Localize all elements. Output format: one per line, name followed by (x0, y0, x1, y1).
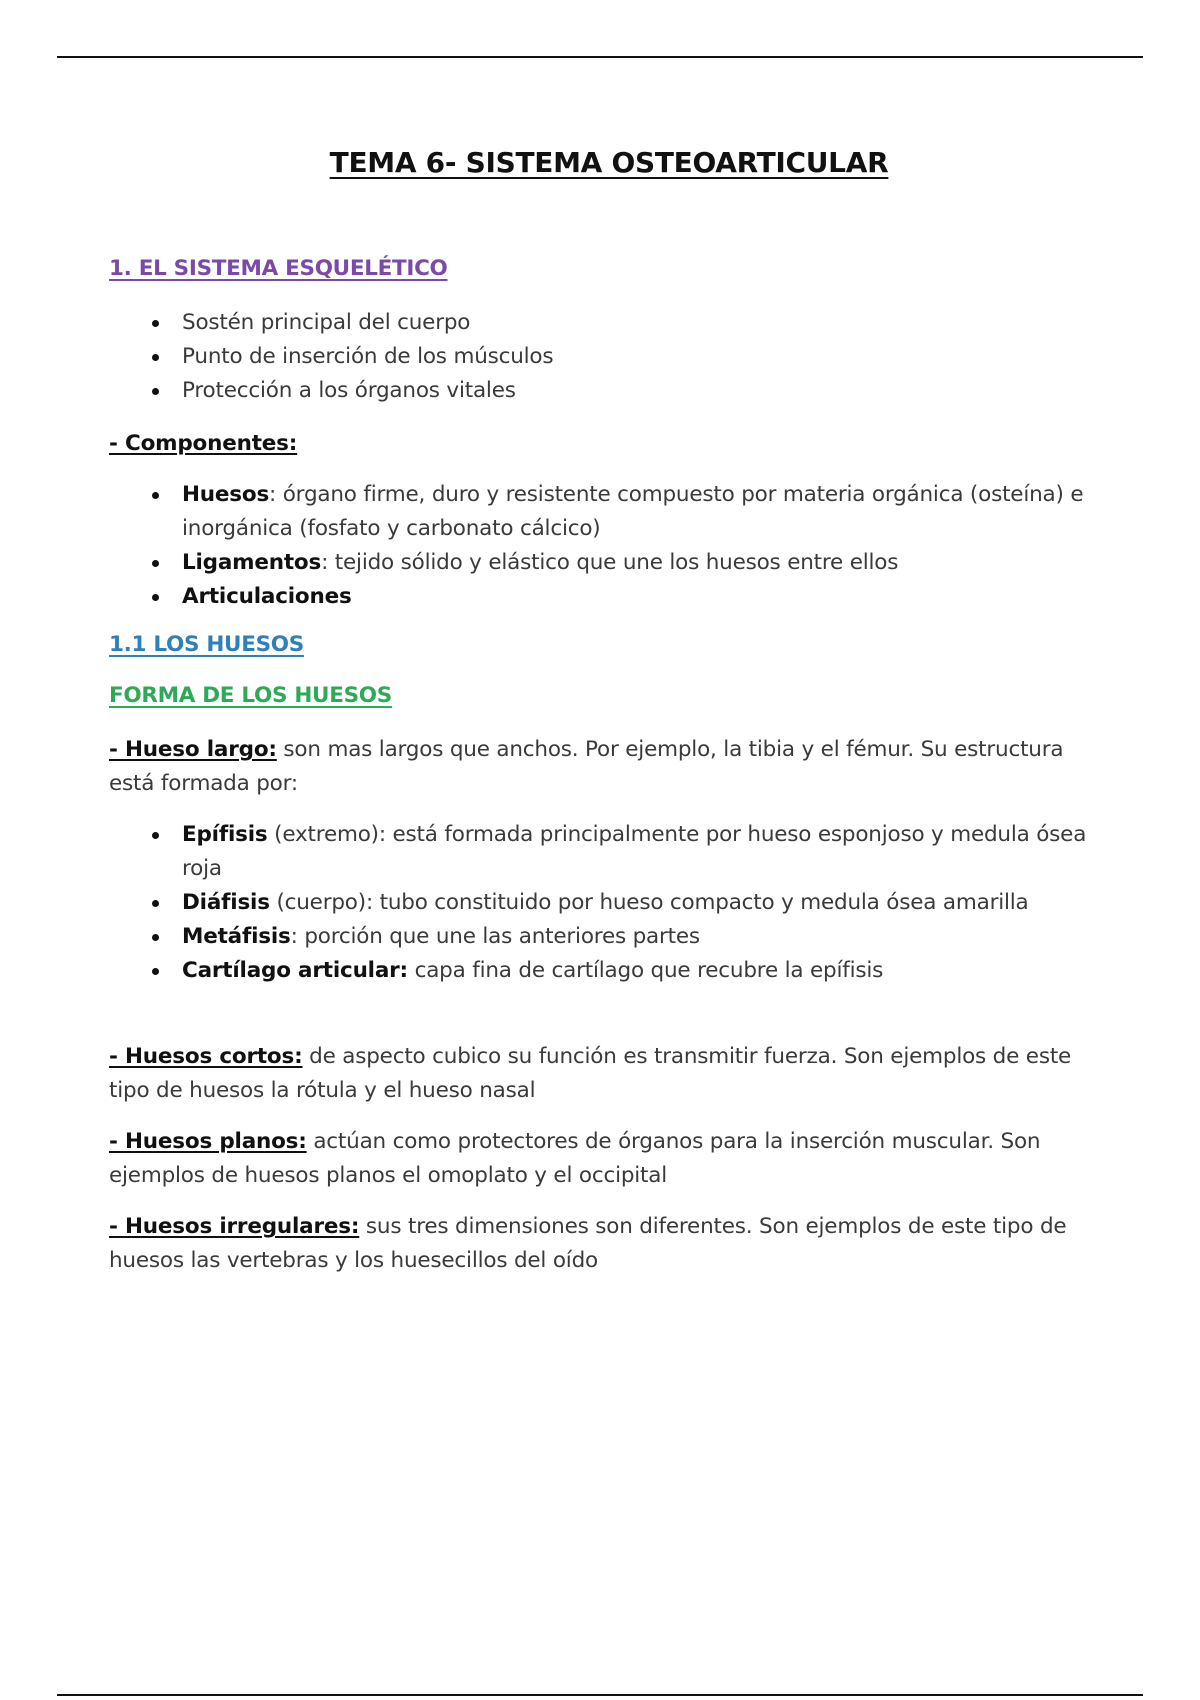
list-item: Huesos: órgano firme, duro y resistente compuesto por materia orgánica (osteína) e inorgánica (fosfato y carbonato cálcico) (109, 478, 1099, 546)
partes-list (109, 818, 1099, 988)
huesos-planos-paragraph: - Huesos planos: actúan como protectores de órganos para la inserción muscular. Son ejemplos de huesos planos el omoplato y el occipital (109, 1129, 1041, 1188)
page-title: TEMA 6- SISTEMA OSTEOARTICULAR (329, 146, 889, 179)
bottom-rule (57, 1694, 1143, 1696)
hueso-largo-paragraph: - Hueso largo: son mas largos que anchos. Por ejemplo, la tibia y el fémur. Su estructura está formada por: (109, 737, 1064, 796)
list-item: Articulaciones (109, 580, 1099, 614)
componentes-label: - Componentes: (109, 431, 298, 456)
list-item: Epífisis (extremo): está formada principalmente por hueso esponjoso y medula ósea roja (109, 818, 1099, 886)
list-item: Ligamentos: tejido sólido y elástico que une los huesos entre ellos (109, 546, 1099, 580)
subheading-forma-de-los-huesos: FORMA DE LOS HUESOS (109, 683, 392, 708)
list-item: Diáfisis (cuerpo): tubo constituido por hueso compacto y medula ósea amarilla (109, 886, 1099, 920)
huesos-irregulares-paragraph: - Huesos irregulares: sus tres dimensiones son diferentes. Son ejemplos de este tipo de huesos las vertebras y los huesecillos del oído (109, 1214, 1067, 1273)
list-item: Sostén principal del cuerpo (109, 306, 1099, 340)
section-heading-los-huesos: 1.1 LOS HUESOS (109, 632, 304, 657)
list-item: Cartílago articular: capa fina de cartílago que recubre la epífisis (109, 954, 1099, 988)
componentes-list (109, 478, 1099, 614)
list-item: Protección a los órganos vitales (109, 374, 1099, 408)
functions-list (109, 306, 1099, 408)
top-rule (57, 56, 1143, 58)
list-item: Metáfisis: porción que une las anteriores partes (109, 920, 1099, 954)
section-heading-sistema-esqueletico: 1. EL SISTEMA ESQUELÉTICO (109, 256, 448, 281)
list-item: Punto de inserción de los músculos (109, 340, 1099, 374)
huesos-cortos-paragraph: - Huesos cortos: de aspecto cubico su función es transmitir fuerza. Son ejemplos de este tipo de huesos la rótula y el hueso nasal (109, 1044, 1072, 1103)
